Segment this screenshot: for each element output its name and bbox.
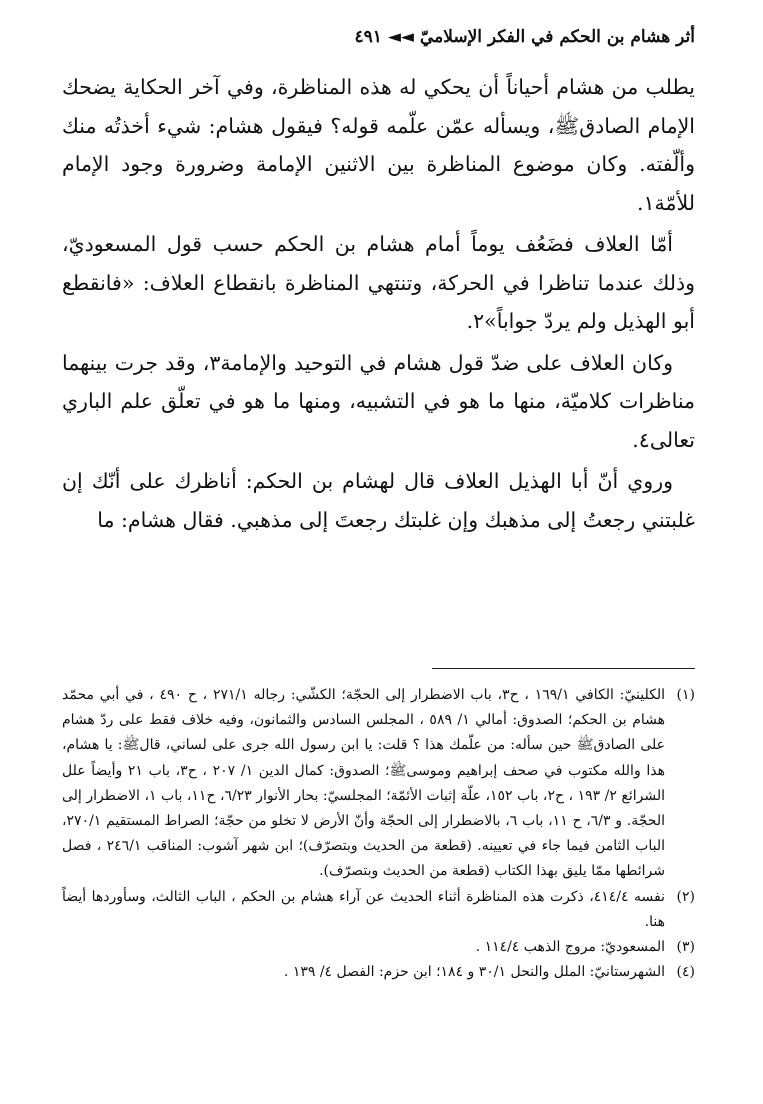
paragraph: وكان العلاف على ضدّ قول هشام في التوحيد والإمامة٣، وقد جرت بينهما مناظرات كلاميّة، منها ما هو في التشبيه، ومنها ما هو في تعلّق علم الباري تعالى٤.: [62, 350, 695, 452]
paragraph: وروي أنّ أبا الهذيل العلاف قال لهشام بن الحكم: أناظرك على أنّك إن غلبتني رجعتُ إلى مذهبك وإن غلبتك رجعتَ إلى مذهبي. فقال هشام: ما: [62, 469, 695, 532]
paragraph: يطلب من هشام أحياناً أن يحكي له هذه المناظرة، وفي آخر الحكاية يضحك الإمام الصادقﷺ، ويسأله عمّن علّمه قوله؟ فيقول هشام: شيء أخذتُه منك وألّفته. وكان موضوع المناظرة بين الاثنين الإمامة وضرورة وجود الإمام للأمّة١.: [62, 75, 695, 215]
footnote-number: (٤): [676, 964, 695, 981]
page-header: [62, 24, 695, 50]
footnote-separator: [432, 668, 695, 669]
footnote-number: (٣): [676, 939, 695, 956]
footnote: [62, 885, 695, 935]
page-number: ◄◄ ٤٩١: [354, 27, 414, 47]
footnotes: [62, 683, 695, 985]
footnote-text: المسعوديّ: مروج الذهب ١١٤/٤ .: [475, 939, 665, 956]
footnote-number: (٢): [676, 888, 695, 905]
footnote: [62, 683, 695, 885]
footnote: [62, 960, 695, 985]
paragraph: أمّا العلاف فضَعُف يوماً أمام هشام بن الحكم حسب قول المسعوديّ، وذلك عندما تناظرا في الحركة، وتنتهي المناظرة بانقطاع العلاف: «فانقطع أبو الهذيل ولم يردّ جواباً»٢.: [62, 232, 695, 333]
footnote-text: نفسه ٤١٤/٤، ذكرت هذه المناظرة أثناء الحديث عن آراء هشام بن الحكم ، الباب الثالث، وسأوردها أيضاً هنا.: [62, 888, 665, 930]
book-page: [62, 0, 695, 1104]
footnote: [62, 935, 695, 960]
running-title: أثر هشام بن الحكم في الفكر الإسلاميّ: [414, 27, 695, 47]
footnote-text: الكلينيّ: الكافي ١٦٩/١ ، ح٣، باب الاضطرار إلى الحجّة؛ الكشّي: رجاله ٢٧١/١ ، ح ٤٩٠ ، في أبي محمّد هشام بن الحكم؛ الصدوق: أمالي ١/ ٥٨٩ ، المجلس السادس والثمانون، وفيه خلاف فقط على ردّ هشام على الصادقﷺ حين سأله: من علّمك هذا ؟ قلت: يا ابن رسول الله جرى على لساني، قالﷺ: يا هشام، هذا والله مكتوب في صحف إبراهيم وموسىﷺ؛ الصدوق: كمال الدين ١/ ٢٠٧ ، ح٣، باب ٢١ وأيضاً علل الشرائع ٢/ ١٩٣ ، ح٢، باب ١٥٢، علّة إثبات الأئمّة؛ المجلسيّ: بحار الأنوار ٦/٢٣، ح١١، باب ١، الاضطرار إلى الحجّة. و ٦/٣، ح ١١، باب ٦، بالاضطرار إلى الحجّة وأنّ الأرض لا تخلو من حجّة؛ الصراط المستقيم ٢٧٠/١، الباب الثامن فيما جاء في تعيينه. (قطعة من الحديث وبتصرّف)؛ ابن شهر آشوب: المناقب ٢٤٦/١ ، فصل شرائطها ممّا يليق بهذا الكتاب (قطعة من الحديث وبتصرّف).: [62, 687, 666, 880]
main-text: [62, 68, 695, 542]
footnote-number: (١): [676, 687, 696, 703]
footnote-text: الشهرستانيّ: الملل والنحل ٣٠/١ و ١٨٤؛ ابن حزم: الفصل ٤/ ١٣٩ .: [283, 964, 665, 981]
